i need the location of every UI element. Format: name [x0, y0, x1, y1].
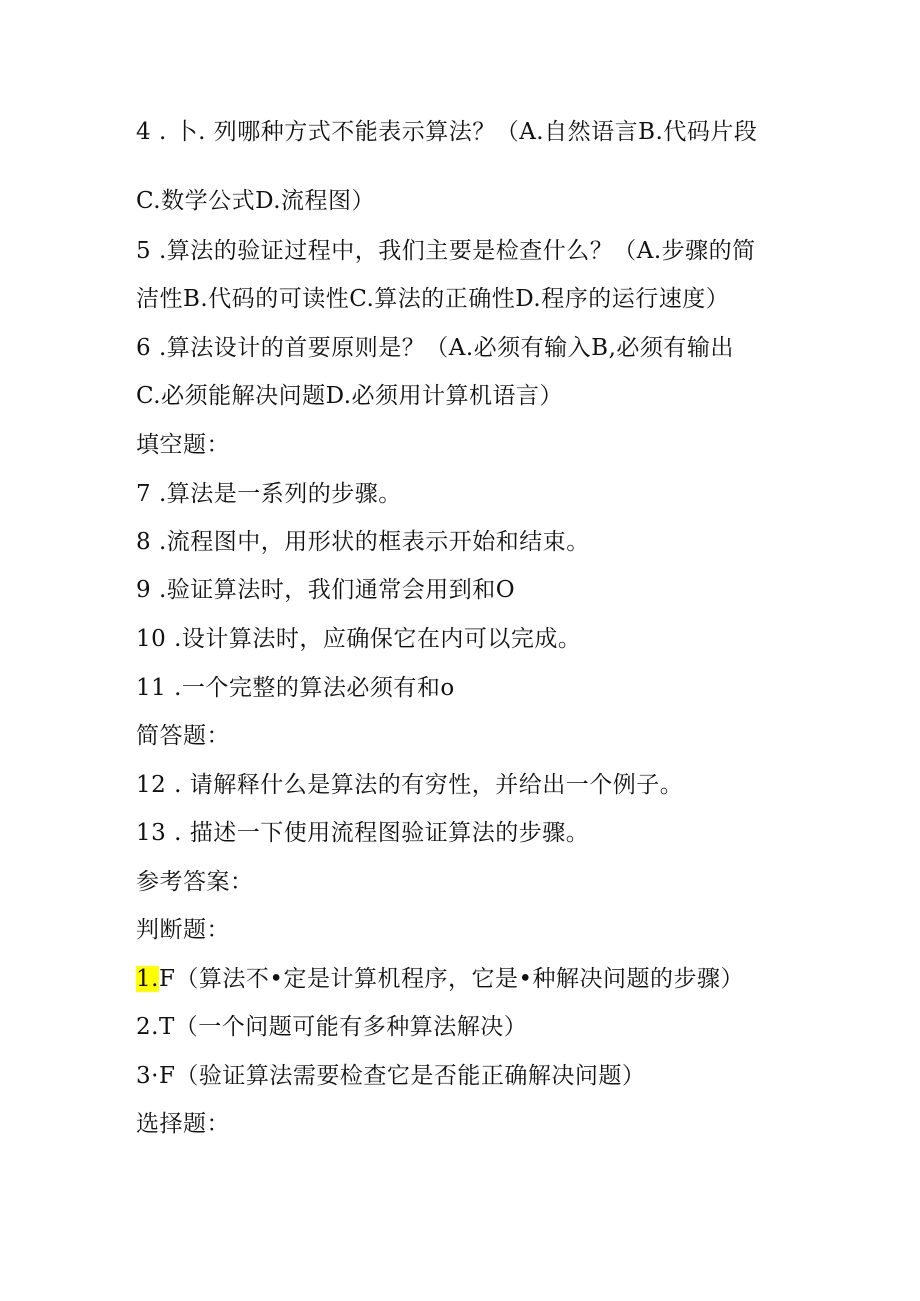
answer-1	[136, 964, 744, 994]
section-heading-short-answer: 简答题：	[136, 723, 230, 749]
answer-2: 2.T（一个问题可能有多种算法解决）	[136, 1014, 528, 1040]
answer-1-text: F（算法不•定是计算机程序，它是•种解决问题的步骤）	[158, 966, 745, 992]
question-6-line-1: 6 .算法设计的首要原则是？（A.必须有输入B,必须有输出	[136, 335, 734, 361]
question-12: 12 . 请解释什么是算法的有穷性，并给出一个例子。	[136, 772, 684, 798]
section-heading-multiple-choice: 选择题：	[136, 1111, 230, 1137]
question-5-line-1: 5 .算法的验证过程中，我们主要是检查什么？（A.步骤的简	[136, 238, 756, 264]
section-heading-fill-in: 填空题：	[136, 432, 230, 458]
question-7: 7 .算法是一系列的步骤。	[136, 481, 402, 507]
question-5-line-2: 洁性B.代码的可读性C.算法的正确性D.程序的运行速度）	[136, 286, 730, 312]
question-8: 8 .流程图中，用形状的框表示开始和结束。	[136, 529, 590, 555]
highlighted-marker: 1.	[136, 966, 159, 992]
question-6-line-2: C.必须能解决问题D.必须用计算机语言）	[136, 383, 564, 409]
question-10: 10 .设计算法时，应确保它在内可以完成。	[136, 626, 582, 652]
question-4-line-1: 4 . 卜. 列哪种方式不能表示算法？（A.自然语言B.代码片段	[136, 119, 758, 145]
section-heading-reference-answers: 参考答案：	[136, 869, 254, 895]
answer-3: 3·F（验证算法需要检查它是否能正确解决问题）	[136, 1063, 646, 1089]
section-heading-true-false: 判断题：	[136, 917, 230, 943]
question-4-line-2: C.数学公式D.流程图）	[136, 188, 376, 214]
question-13: 13 . 描述一下使用流程图验证算法的步骤。	[136, 820, 590, 846]
question-11: 11 .一个完整的算法必须有和o	[136, 675, 455, 701]
question-9: 9 .验证算法时，我们通常会用到和O	[136, 577, 516, 603]
